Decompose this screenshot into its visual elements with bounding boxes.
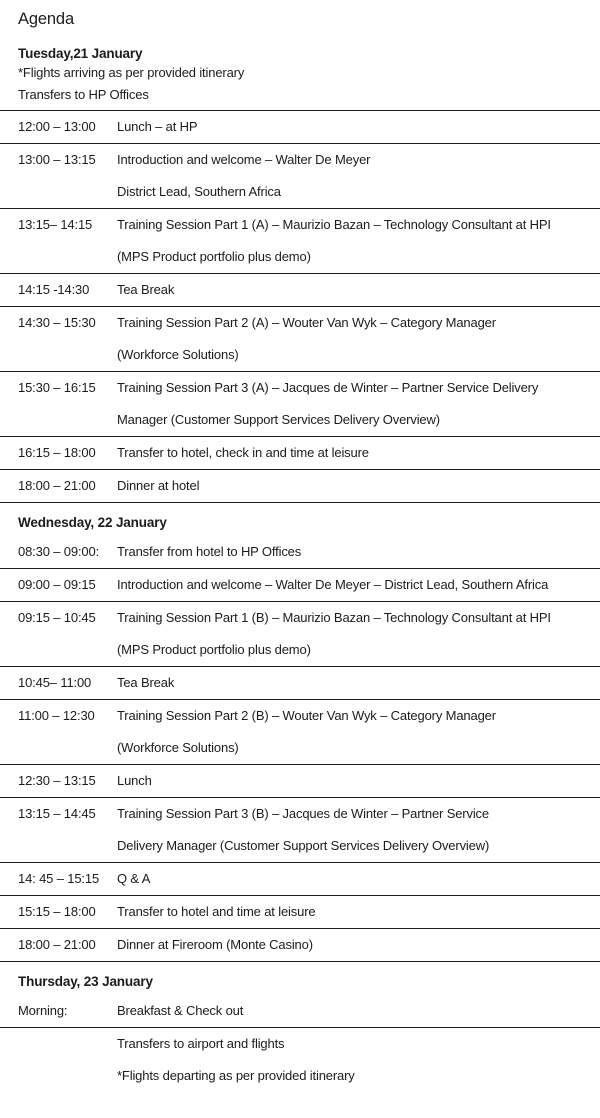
session-cell [117,307,600,371]
time-cell: 16:15 – 18:00 [18,445,96,460]
time-cell: Morning: [18,1003,68,1018]
agenda-row [0,470,600,503]
session-cell [117,274,600,306]
agenda-table-thursday [0,995,600,1092]
session-cell [117,863,600,895]
session-cell [117,1028,600,1060]
time-cell: 10:45– 11:00 [18,675,92,690]
session-description: Introduction and welcome – Walter De Meyer [117,152,371,167]
agenda-row [0,307,600,372]
time-cell: 14:15 -14:30 [18,282,90,297]
session-cell [117,372,600,436]
agenda-row [0,798,600,863]
session-description: Tea Break [117,675,175,690]
session-description: Training Session Part 3 (B) – Jacques de Winter – Partner Service [117,806,489,821]
session-description: Transfers to airport and flights [117,1036,285,1051]
session-description: Transfer to hotel, check in and time at leisure [117,445,369,460]
session-description: Manager (Customer Support Services Delivery Overview) [117,412,440,427]
session-description: Dinner at hotel [117,478,200,493]
session-description: District Lead, Southern Africa [117,184,281,199]
agenda-row [0,1060,600,1092]
day-header-tuesday [0,45,600,106]
day-heading-wednesday: Wednesday, 22 January [18,515,167,530]
agenda-row [0,995,600,1028]
intro-note: Transfers to HP Offices [18,87,149,102]
session-description: (MPS Product portfolio plus demo) [117,642,311,657]
session-cell [117,667,600,699]
agenda-row [0,1028,600,1060]
agenda-row [0,863,600,896]
time-cell: 11:00 – 12:30 [18,708,95,723]
session-description: Tea Break [117,282,175,297]
session-cell [117,700,600,764]
agenda-table-wednesday [0,536,600,962]
agenda-row [0,602,600,667]
session-cell [117,995,600,1027]
session-description: Training Session Part 1 (A) – Maurizio Bazan – Technology Consultant at HPI [117,217,551,232]
session-cell [117,1060,600,1092]
session-description: Breakfast & Check out [117,1003,244,1018]
agenda-row [0,372,600,437]
time-cell: 14:30 – 15:30 [18,315,96,330]
agenda-row [0,437,600,470]
agenda-row [0,144,600,209]
session-cell [117,798,600,862]
time-cell: 18:00 – 21:00 [18,478,96,493]
session-description: Introduction and welcome – Walter De Meyer – District Lead, Southern Africa [117,577,549,592]
agenda-row [0,929,600,962]
session-cell [117,765,600,797]
session-cell [117,144,600,208]
session-description: (Workforce Solutions) [117,347,239,362]
session-description: Training Session Part 2 (A) – Wouter Van Wyk – Category Manager [117,315,496,330]
time-cell: 13:00 – 13:15 [18,152,96,167]
agenda-row [0,274,600,307]
session-description: Transfer from hotel to HP Offices [117,544,302,559]
session-description: (Workforce Solutions) [117,740,239,755]
day-heading: Tuesday,21 January [18,46,143,61]
session-description: Delivery Manager (Customer Support Services Delivery Overview) [117,838,490,853]
agenda-row [0,667,600,700]
time-cell: 12:00 – 13:00 [18,119,96,134]
session-description: Transfer to hotel and time at leisure [117,904,316,919]
agenda-table-tuesday [0,110,600,503]
session-cell [117,209,600,273]
agenda-row [0,765,600,798]
session-description: Training Session Part 3 (A) – Jacques de Winter – Partner Service Delivery [117,380,539,395]
agenda-row [0,896,600,929]
session-cell [117,470,600,502]
session-description: *Flights departing as per provided itinerary [117,1068,355,1083]
session-description: Training Session Part 2 (B) – Wouter Van Wyk – Category Manager [117,708,496,723]
session-cell [117,929,600,961]
intro-note: *Flights arriving as per provided itinerary [18,65,245,80]
agenda-row [0,111,600,144]
time-cell: 08:30 – 09:00: [18,544,100,559]
day-heading-thursday: Thursday, 23 January [18,974,153,989]
agenda-row [0,569,600,602]
time-cell: 12:30 – 13:15 [18,773,96,788]
session-cell [117,536,600,568]
session-cell [117,602,600,666]
session-cell [117,896,600,928]
page-title: Agenda [18,10,74,28]
session-cell [117,437,600,469]
session-cell [117,569,600,601]
session-cell [117,111,600,143]
time-cell: 15:15 – 18:00 [18,904,96,919]
time-cell: 13:15– 14:15 [18,217,93,232]
agenda-row [0,700,600,765]
session-description: Q & A [117,871,151,886]
session-description: Lunch [117,773,152,788]
time-cell: 18:00 – 21:00 [18,937,96,952]
session-description: Dinner at Fireroom (Monte Casino) [117,937,313,952]
session-description: Lunch – at HP [117,119,198,134]
time-cell: 13:15 – 14:45 [18,806,96,821]
time-cell: 15:30 – 16:15 [18,380,96,395]
agenda-document [0,9,600,1092]
agenda-row [0,209,600,274]
agenda-row [0,536,600,569]
session-description: Training Session Part 1 (B) – Maurizio Bazan – Technology Consultant at HPI [117,610,551,625]
time-cell: 14: 45 – 15:15 [18,871,100,886]
time-cell: 09:15 – 10:45 [18,610,96,625]
time-cell: 09:00 – 09:15 [18,577,96,592]
session-description: (MPS Product portfolio plus demo) [117,249,311,264]
